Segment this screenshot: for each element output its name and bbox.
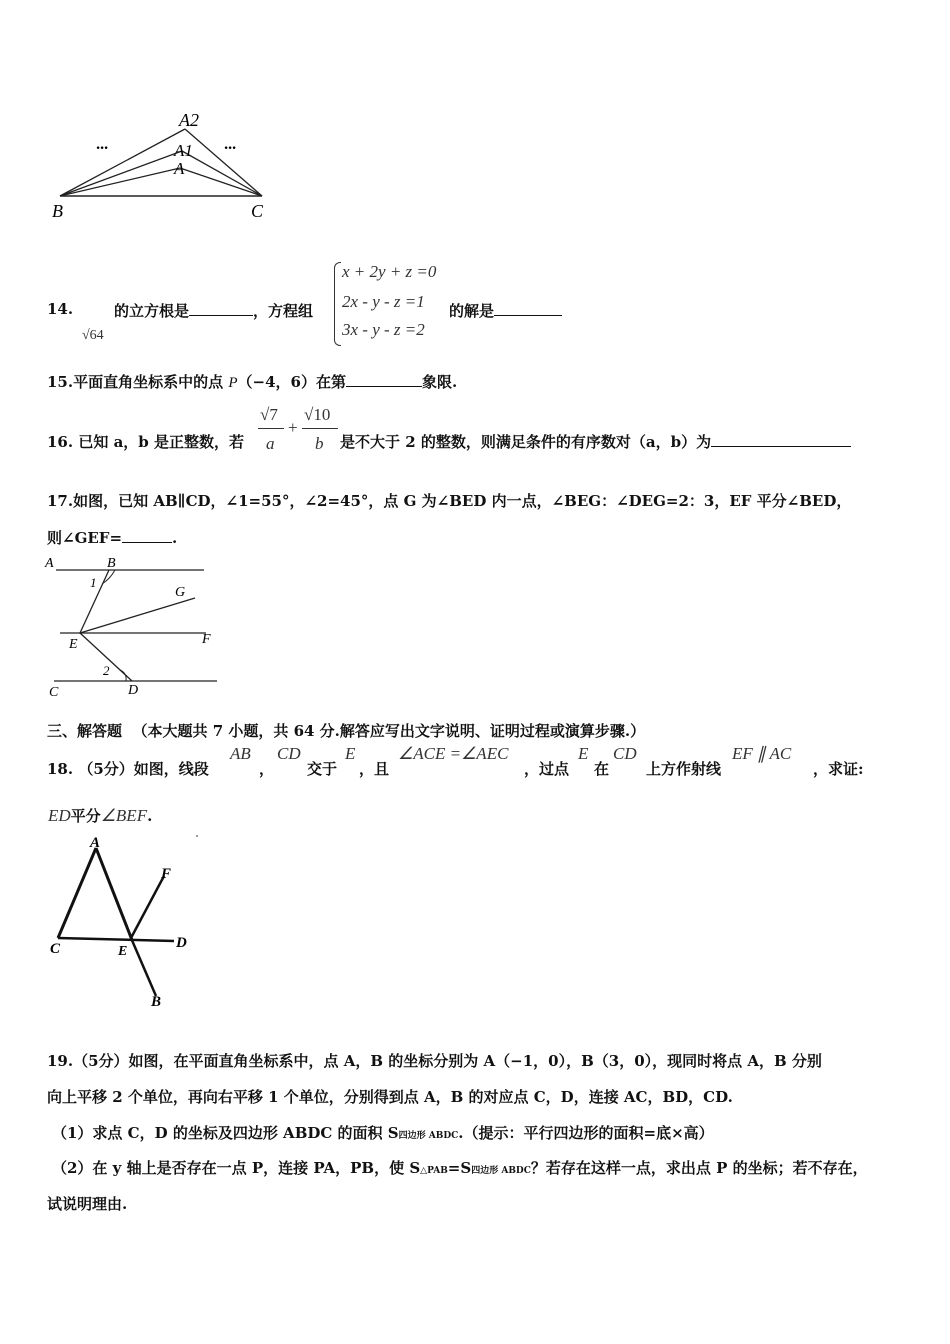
q14-number: 14.: [47, 300, 74, 318]
dots-left: ···: [96, 140, 108, 157]
figure-q18: [44, 832, 204, 1010]
q14-eq2: 2x - y - z =1: [342, 292, 425, 311]
q14-radical: √64: [82, 328, 104, 343]
q15-line: 15.平面直角坐标系中的点 P（−4，6）在第 象限.: [47, 373, 458, 391]
label-g: G: [175, 585, 186, 600]
q14-text-a: 的立方根是 ，方程组: [114, 302, 314, 320]
label-a1: A1: [174, 141, 193, 160]
label-d: D: [176, 935, 187, 951]
label-f: F: [202, 632, 211, 647]
label-e: E: [118, 944, 128, 959]
q18-cd2: CD: [613, 744, 637, 763]
q16-frac2-num: √10: [304, 405, 331, 424]
label-c: C: [251, 201, 264, 221]
label-angle-1: 1: [90, 575, 97, 590]
label-a2: A2: [179, 110, 199, 130]
q18-number: 18. （5分）如图，线段: [47, 760, 209, 778]
q18-text-d: 在: [594, 760, 610, 778]
q19-part1: （1）求点 C，D 的坐标及四边形 ABDC 的面积 S四边形 ABDC.（提示：平行四边形的面积=底×高）: [52, 1124, 714, 1142]
q16-frac2-bar: [302, 428, 338, 429]
label-b: B: [151, 994, 162, 1010]
label-f: F: [161, 866, 172, 882]
label-d: D: [128, 683, 139, 698]
section3-heading: 三、解答题 （本大题共 7 小题，共 64 分.解答应写出文字说明、证明过程或演算步骤.）: [47, 722, 646, 740]
q17-line2: 则∠GEF= .: [47, 529, 178, 547]
label-a: A: [45, 556, 54, 571]
q16-text-b: 是不大于 2 的整数，则满足条件的有序数对（a，b）为: [340, 431, 851, 452]
q17-line1: 17.如图，已知 AB∥CD，∠1=55°，∠2=45°，点 G 为∠BED 内一点，∠BEG：∠DEG=2：3，EF 平分∠BED，: [47, 492, 852, 510]
q19-line2: 向上平移 2 个单位，再向右平移 1 个单位，分别得到点 A，B 的对应点 C，D，连接 AC，BD，CD.: [47, 1088, 733, 1106]
q18-text-b: ，且: [359, 760, 390, 778]
label-b: B: [52, 201, 63, 221]
q16-frac2-den: b: [315, 434, 324, 453]
q16-frac1-bar: [258, 428, 284, 429]
label-a: A: [90, 835, 101, 851]
label-a: A: [174, 159, 185, 178]
q16-frac1-num: √7: [260, 405, 278, 424]
figure-triangle-a2: [48, 108, 278, 223]
q14-text-c: 的解是: [449, 300, 562, 321]
q18-text-c: ，过点: [524, 760, 570, 778]
q18-ab: AB: [230, 744, 251, 763]
q14-system-brace: [334, 262, 341, 346]
q19-part2: （2）在 y 轴上是否存在一点 P，连接 PA，PB，使 S△PAB=S四边形 ABDC？若存在这样一点，求出点 P 的坐标；若不存在，: [52, 1159, 868, 1177]
q16-plus: +: [288, 418, 298, 437]
q18-line2: ED平分∠BEF.: [48, 806, 153, 825]
q18-cd: CD: [277, 744, 301, 763]
label-b: B: [107, 556, 116, 571]
q18-e: E: [345, 744, 356, 763]
q18-text-e: 上方作射线: [646, 760, 722, 778]
q19-line1: 19.（5分）如图，在平面直角坐标系中，点 A，B 的坐标分别为 A（−1，0），B（3，0），现同时将点 A，B 分别: [47, 1052, 822, 1070]
dots-right: ···: [224, 140, 236, 157]
q18-e2: E: [578, 744, 589, 763]
q18-text-f: ，求证:: [813, 760, 864, 778]
label-c: C: [50, 941, 61, 957]
q14-eq1: x + 2y + z =0: [342, 262, 437, 281]
q16-frac1-den: a: [266, 434, 275, 453]
figure-parallel-lines: [44, 553, 224, 701]
label-angle-2: 2: [103, 663, 110, 678]
q18-text-a: 交于: [307, 760, 338, 778]
q19-last-line: 试说明理由.: [47, 1195, 128, 1213]
q18-angle-eq: ∠ACE =∠AEC: [398, 744, 509, 763]
q18-ef-parallel: EF ∥ AC: [732, 744, 792, 763]
q14-eq3: 3x - y - z =2: [342, 320, 425, 339]
label-e: E: [69, 637, 78, 652]
q16-text-a: 16. 已知 a，b 是正整数，若: [47, 433, 244, 451]
label-c: C: [49, 685, 59, 700]
q18-comma: ，: [259, 760, 275, 778]
